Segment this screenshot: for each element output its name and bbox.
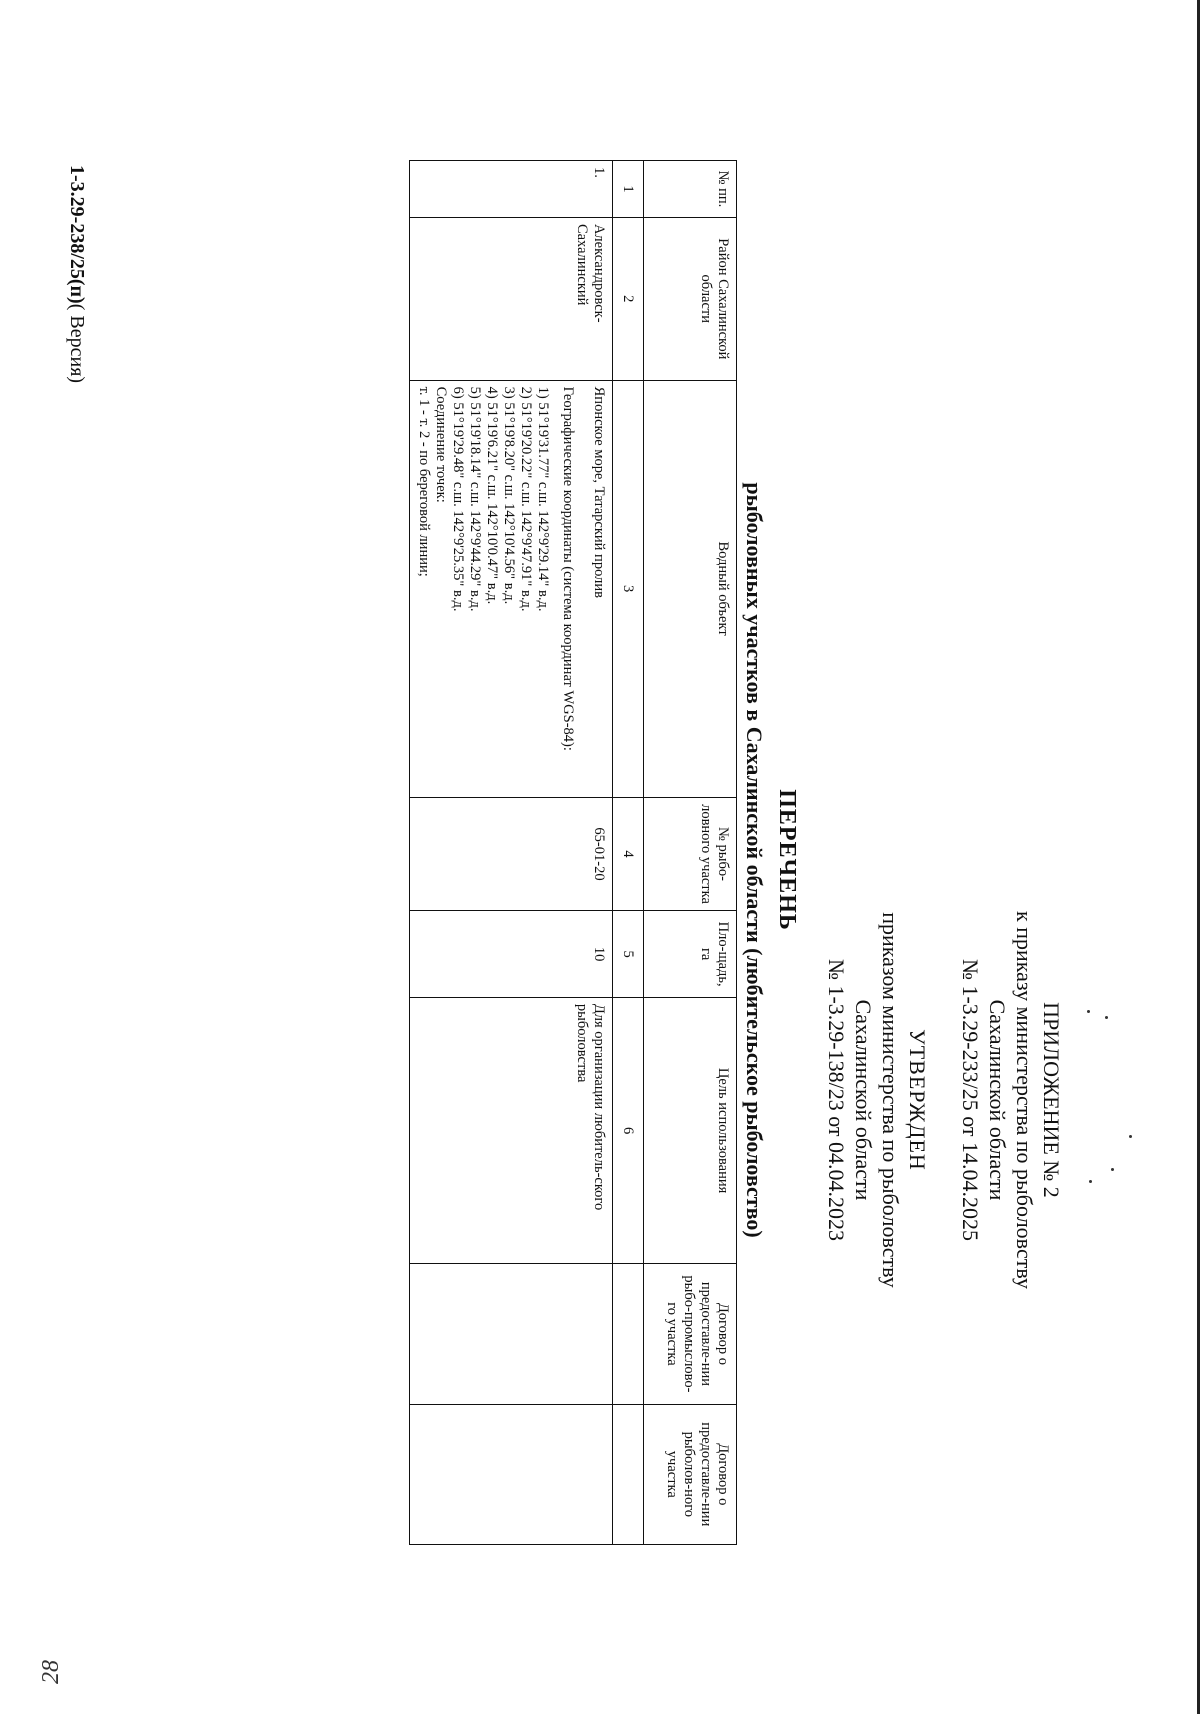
row-purpose: Для организации любитель-ского рыболовства xyxy=(410,997,613,1263)
coordinate-point: 5) 51°19'18.14" с.ш. 142°9'44.29" в.д. xyxy=(467,386,483,612)
row-district: Александровск-Сахалинский xyxy=(410,217,613,380)
column-number: 1 xyxy=(613,161,644,218)
coords-list xyxy=(415,387,551,791)
column-number xyxy=(613,1404,644,1544)
row-number: 1. xyxy=(410,161,613,218)
column-number: 2 xyxy=(613,217,644,380)
connection-label: Соединение точек: xyxy=(433,386,449,503)
header-cell-district: Район Сахалинской области xyxy=(644,217,737,380)
approved-title: УТВЕРЖДЕН xyxy=(905,1029,930,1171)
connection-text: т. 1 - т. 2 - по береговой линии; xyxy=(416,386,432,577)
column-number xyxy=(613,1264,644,1404)
scan-speck xyxy=(1087,1010,1090,1013)
document-subtitle: рыболовных участков в Сахалинской области (любительское рыболовство) xyxy=(742,482,767,1238)
header-cell-contract-fishery: Договор о предоставле-нии рыбо-промыслово-го участка xyxy=(644,1264,737,1404)
table-header-row xyxy=(644,161,737,1545)
document-code-number: 1-3.29-238/25(п) xyxy=(66,165,88,304)
appendix-title: ПРИЛОЖЕНИЕ № 2 xyxy=(1039,1002,1064,1198)
approved-line: № 1-3.29-138/23 от 04.04.2023 xyxy=(824,958,849,1242)
document-code xyxy=(65,165,88,383)
approved-line: Сахалинской области xyxy=(851,999,876,1201)
row-contract-fishing xyxy=(410,1404,613,1544)
approved-line: приказом министерства по рыболовству xyxy=(878,912,903,1288)
column-number-row xyxy=(613,161,644,1545)
column-number: 3 xyxy=(613,380,644,797)
column-number: 4 xyxy=(613,797,644,911)
coordinate-point: 2) 51°19'20.22" с.ш. 142°9'47.91" в.д. xyxy=(518,386,534,612)
scan-speck xyxy=(1105,1016,1108,1019)
water-body-name: Японское море, Татарский пролив xyxy=(591,386,607,598)
coordinate-point: 6) 51°19'29.48" с.ш. 142°9'25.35" в.д. xyxy=(450,386,466,612)
scan-speck xyxy=(1111,1168,1114,1171)
coordinate-point: 4) 51°19'6.21" с.ш. 142°10'0.47" в.д. xyxy=(484,386,500,605)
document-title: ПЕРЕЧЕНЬ xyxy=(774,789,800,931)
appendix-line: к приказу министерства по рыболовству xyxy=(1012,911,1037,1289)
header-cell-area: Пло-щадь, га xyxy=(644,911,737,997)
header-cell-water-body: Водный объект xyxy=(644,380,737,797)
coordinate-point: 1) 51°19'31.77" с.ш. 142°9'29.14" в.д. xyxy=(535,386,551,612)
header-cell-purpose: Цель использования xyxy=(644,997,737,1263)
table-row xyxy=(410,161,613,1545)
column-number: 6 xyxy=(613,997,644,1263)
row-water-body xyxy=(410,380,613,797)
header-cell-num: № пп. xyxy=(644,161,737,218)
column-number: 5 xyxy=(613,911,644,997)
fishing-plots-table xyxy=(409,160,737,1545)
header-cell-contract-fishing: Договор о предоставле-нии рыболов-ного участка xyxy=(644,1404,737,1544)
document-version: ( Версия) xyxy=(66,303,88,384)
coordinate-point: 3) 51°19'8.20" с.ш. 142°10'4.56" в.д. xyxy=(501,386,517,605)
appendix-line: № 1-3.29-233/25 от 14.04.2025 xyxy=(958,958,983,1242)
appendix-block xyxy=(823,840,1065,1360)
scan-speck xyxy=(1089,1180,1092,1183)
appendix-line: Сахалинской области xyxy=(985,999,1010,1201)
row-area: 10 xyxy=(410,911,613,997)
coords-intro: Географические координаты (система координат WGS-84): xyxy=(560,386,576,751)
header-cell-plot-number: № рыбо-ловного участка xyxy=(644,797,737,911)
row-plot-number: 65-01-20 xyxy=(410,797,613,911)
row-contract-fishery xyxy=(410,1264,613,1404)
scan-speck xyxy=(1129,1135,1132,1138)
handwritten-page-number: 28 xyxy=(38,1660,64,1684)
